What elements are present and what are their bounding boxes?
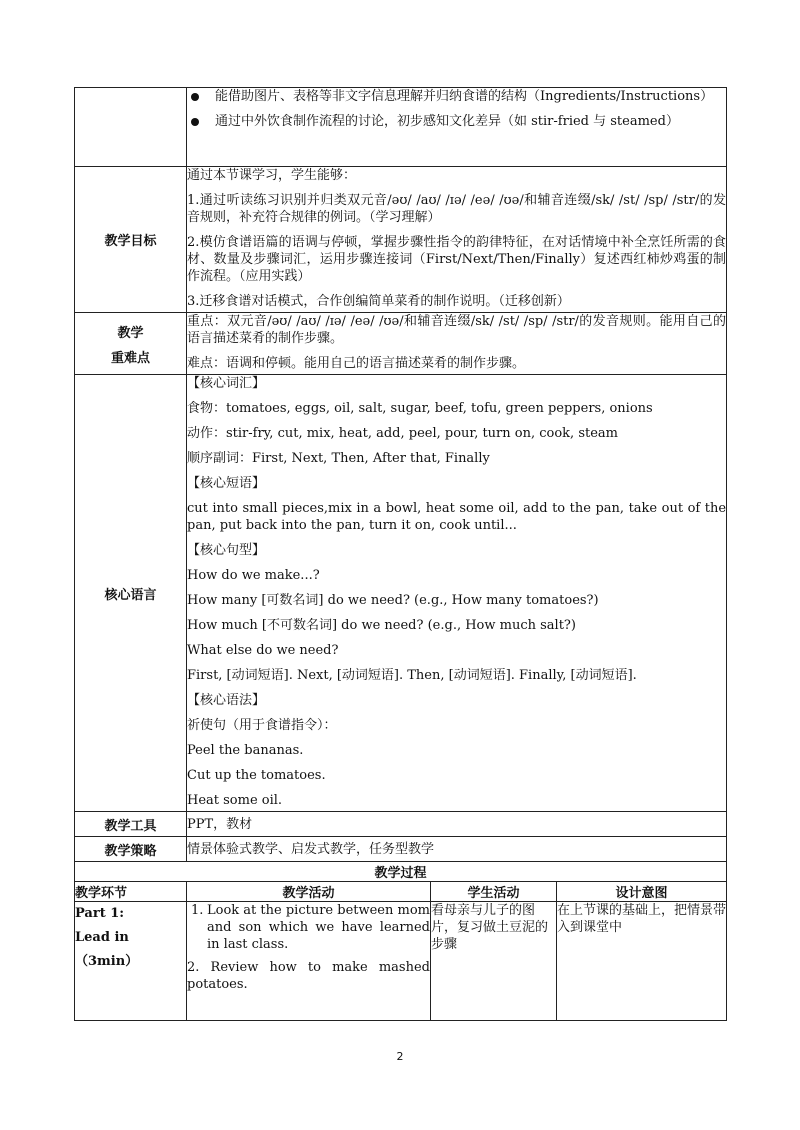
header-design-intent: 设计意图: [557, 882, 727, 902]
tools-label: 教学工具: [75, 812, 187, 837]
header-teacher-activity: 教学活动: [187, 882, 431, 902]
header-stage: 教学环节: [75, 882, 187, 902]
process-title: 教学过程: [75, 862, 727, 882]
part1-stage: Part 1: Lead in （3min）: [75, 902, 187, 1021]
teaching-goal-item: 1.通过听读练习识别并归类双元音/əʊ/ /aʊ/ /ɪə/ /eə/ /ʊə/和辅音连缀/sk/ /st/ /sp/ /str/的发音规则，补充符合规律的例词。（学习理解）: [187, 193, 727, 225]
teaching-goals-intro: 通过本节课学习，学生能够：: [187, 168, 357, 183]
phrase-list: cut into small pieces,mix in a bowl, heat some oil, add to the pan, take out of the pan, put back into the pan, turn it on, cook until...: [187, 501, 727, 533]
objective-bullet: 能借助图片、表格等非文字信息理解并归纳食谱的结构（Ingredients/Instructions）: [187, 88, 726, 105]
grammar-intro: 祈使句（用于食谱指令）：: [187, 718, 337, 733]
key-points-content: [187, 313, 727, 375]
sentence-pattern: How do we make...?: [187, 568, 320, 583]
strategy-label: 教学策略: [75, 837, 187, 862]
objective-bullet: 通过中外饮食制作流程的讨论，初步感知文化差异（如 stir-fried 与 steamed）: [187, 113, 726, 130]
teaching-goal-item: 3.迁移食谱对话模式，合作创编简单菜肴的制作说明。（迁移创新）: [187, 294, 570, 309]
grammar-example: Cut up the tomatoes.: [187, 768, 326, 783]
vocab-order: 顺序副词：First, Next, Then, After that, Finally: [187, 451, 490, 466]
strategy-value: 情景体验式教学、启发式教学，任务型教学: [187, 837, 727, 862]
teaching-goals-label: 教学目标: [75, 167, 187, 313]
lesson-plan-table: [74, 87, 727, 1021]
activity-item: 1. Look at the picture between mom and son which we have learned in last class.: [191, 903, 430, 952]
difficult-point: 难点：语调和停顿。能用自己的语言描述菜肴的制作步骤。: [187, 356, 526, 371]
strategy-row: [75, 837, 727, 862]
process-header-row: [75, 882, 727, 902]
vocab-food: 食物：tomatoes, eggs, oil, salt, sugar, beef, tofu, green peppers, onions: [187, 401, 653, 416]
bullet-icon: [191, 93, 199, 101]
activity-item: 2. Review how to make mashed potatoes.: [187, 960, 430, 992]
vocab-title: 【核心词汇】: [187, 376, 266, 391]
grammar-title: 【核心语法】: [187, 693, 266, 708]
part1-student-activity: 看母亲与儿子的图片，复习做土豆泥的步骤: [431, 902, 557, 1021]
sentence-pattern: First, [动词短语]. Next, [动词短语]. Then, [动词短语]. Finally, [动词短语].: [187, 668, 637, 683]
teaching-goals-row: [75, 167, 727, 313]
sentence-pattern: How much [不可数名词] do we need? (e.g., How much salt?): [187, 618, 576, 633]
teaching-goals-content: [187, 167, 727, 313]
part1-teacher-activity: [187, 902, 431, 1021]
process-part1-row: [75, 902, 727, 1021]
part1-design-intent: 在上节课的基础上，把情景带入到课堂中: [557, 902, 727, 1021]
grammar-example: Heat some oil.: [187, 793, 283, 808]
header-student-activity: 学生活动: [431, 882, 557, 902]
key-points-label: 教学 重难点: [75, 313, 187, 375]
core-language-row: [75, 375, 727, 812]
process-title-row: [75, 862, 727, 882]
page-number: 2: [396, 1050, 404, 1063]
sentence-pattern: How many [可数名词] do we need? (e.g., How many tomatoes?): [187, 593, 599, 608]
phrase-title: 【核心短语】: [187, 476, 266, 491]
tools-value: PPT，教材: [187, 812, 727, 837]
sentence-title: 【核心句型】: [187, 543, 266, 558]
tools-row: [75, 812, 727, 837]
key-points-row: [75, 313, 727, 375]
grammar-example: Peel the bananas.: [187, 743, 304, 758]
objectives-bullets: [187, 88, 727, 167]
objectives-continuation-row: [75, 88, 727, 167]
objectives-continuation-label: [75, 88, 187, 167]
core-language-label: 核心语言: [75, 375, 187, 812]
sentence-pattern: What else do we need?: [187, 643, 339, 658]
key-point: 重点：双元音/əʊ/ /aʊ/ /ɪə/ /eə/ /ʊə/和辅音连缀/sk/ /st/ /sp/ /str/的发音规则。能用自己的语言描述菜肴的制作步骤。: [187, 314, 727, 346]
vocab-action: 动作：stir-fry, cut, mix, heat, add, peel, pour, turn on, cook, steam: [187, 426, 618, 441]
teaching-goal-item: 2.模仿食谱语篇的语调与停顿，掌握步骤性指令的韵律特征，在对话情境中补全烹饪所需的食材、数量及步骤词汇，运用步骤连接词（First/Next/Then/Finally）复述西红柿炒鸡蛋的制作流程。（应用实践）: [187, 235, 727, 284]
bullet-icon: [191, 118, 199, 126]
core-language-content: [187, 375, 727, 812]
